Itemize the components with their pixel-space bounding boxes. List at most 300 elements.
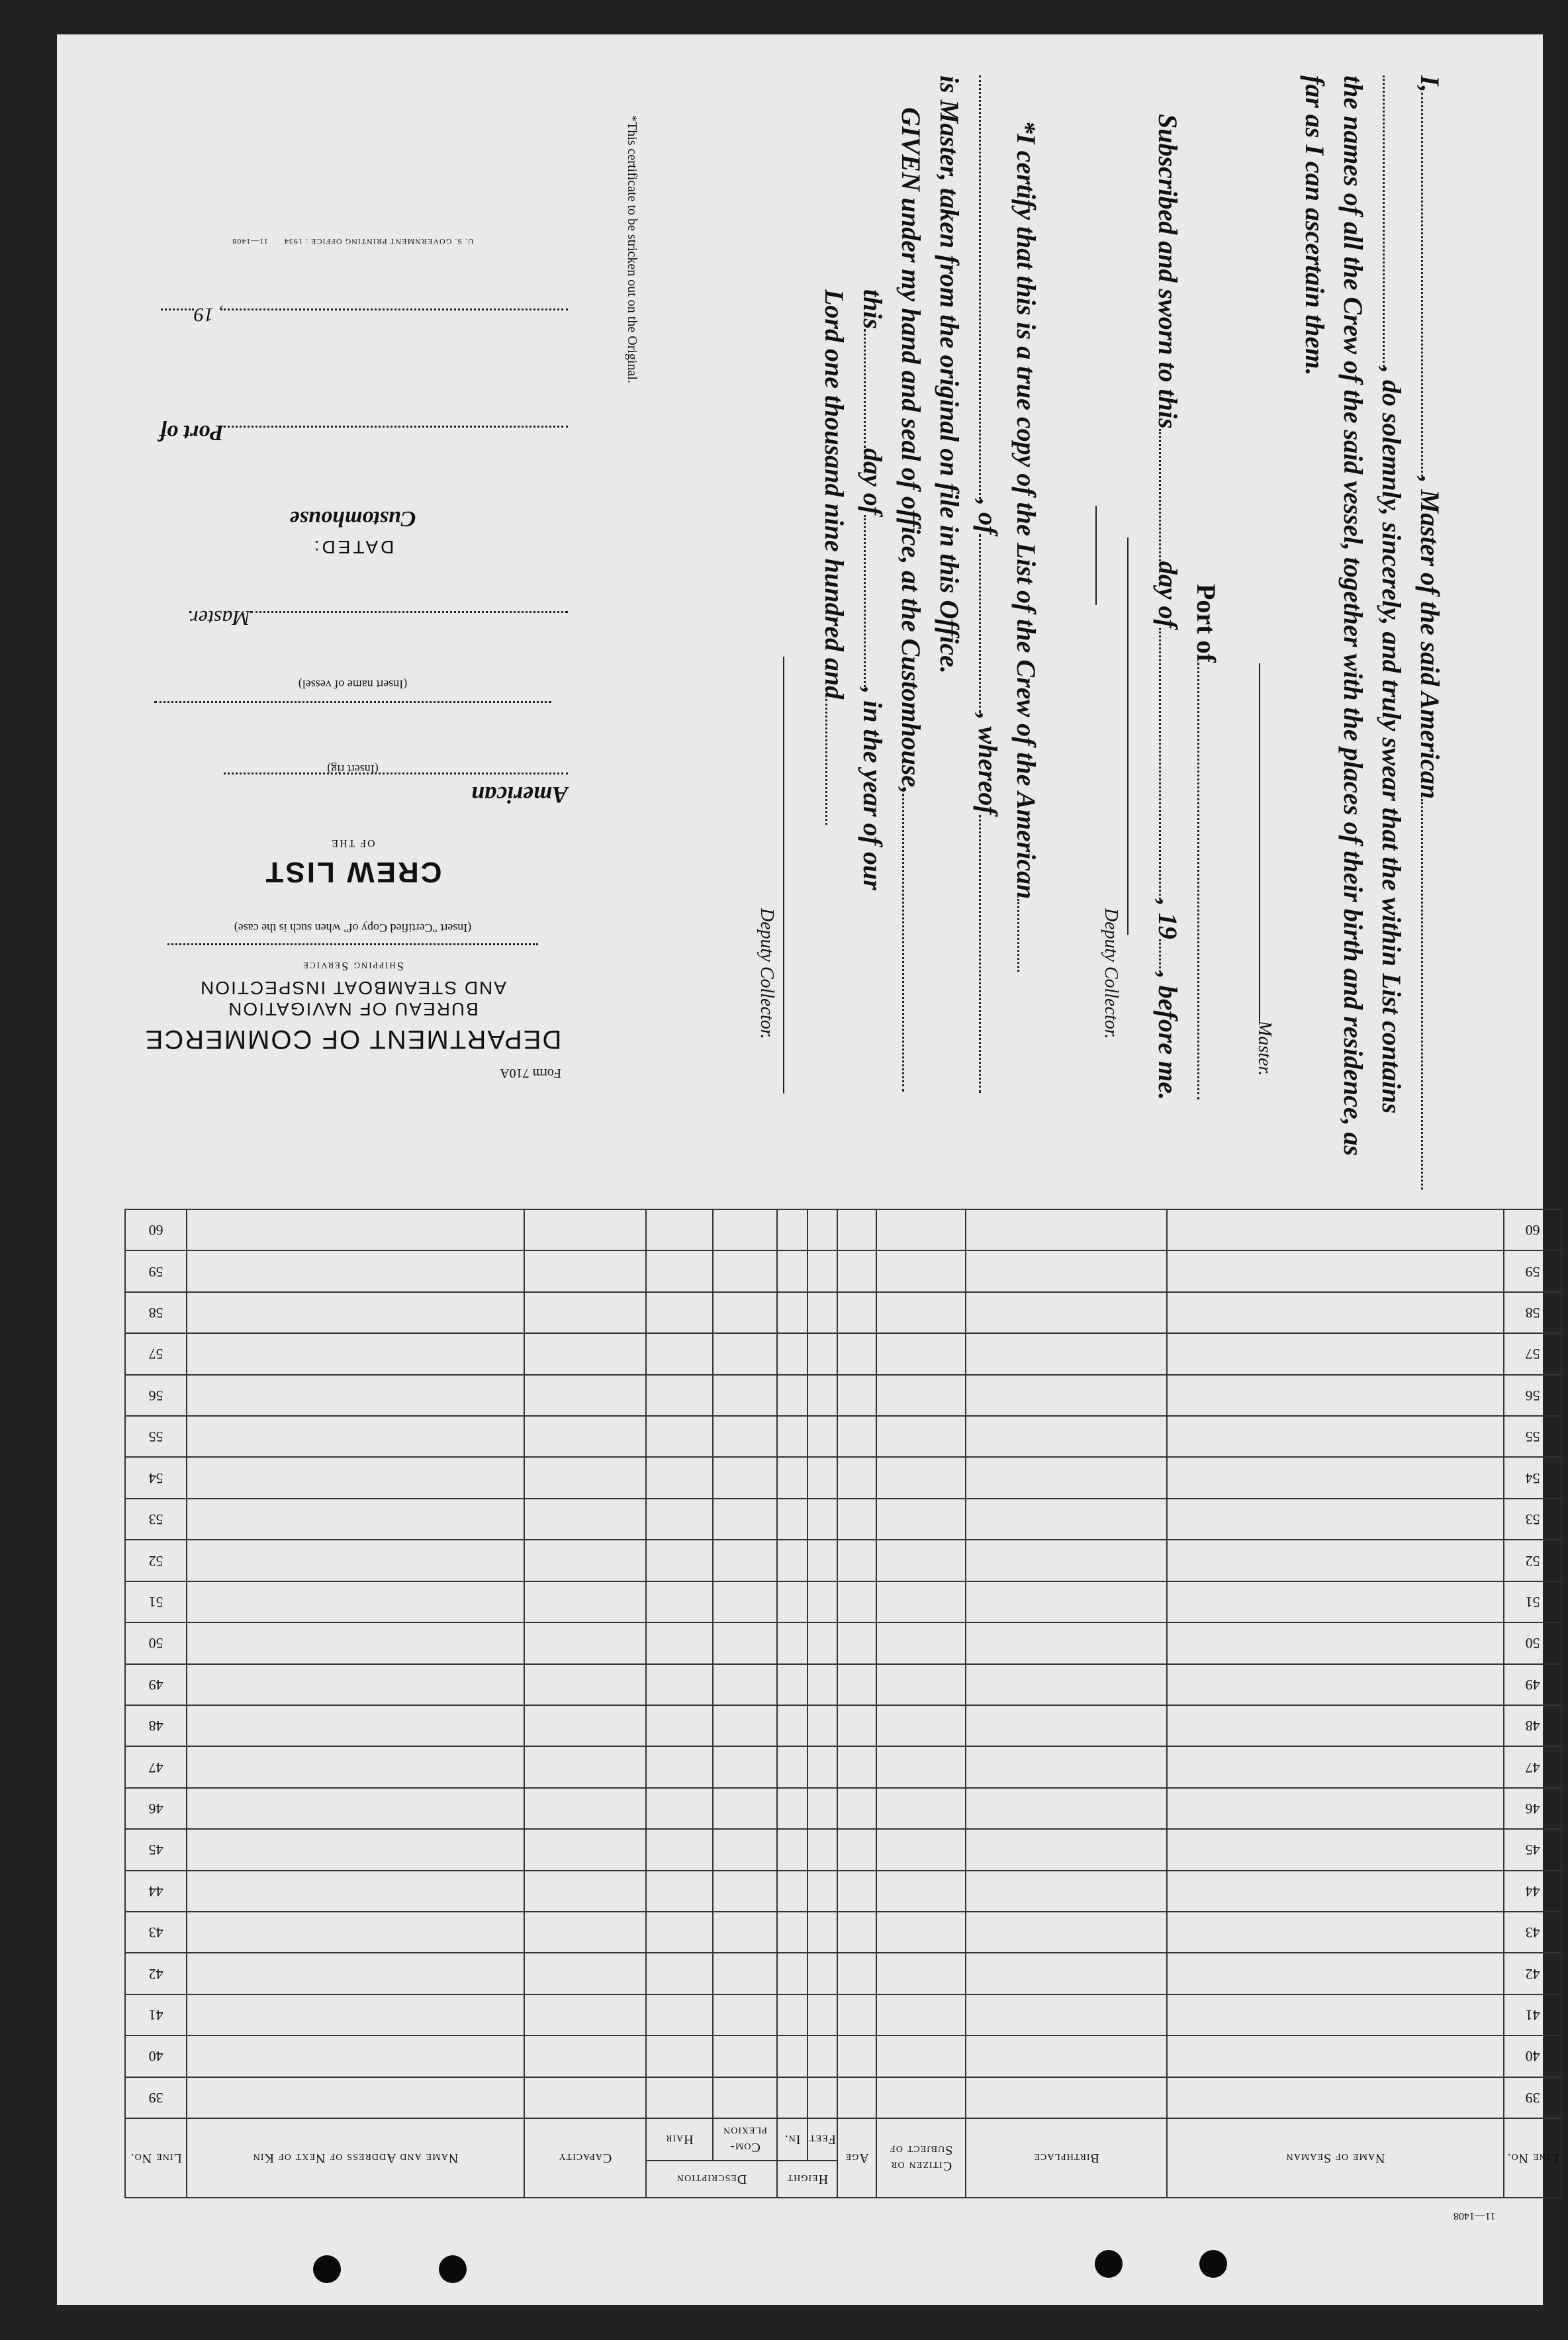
row-entry-cell[interactable]	[1167, 1622, 1504, 1663]
row-entry-cell[interactable]	[777, 1664, 807, 1705]
row-line-number-right: 51	[125, 1581, 187, 1622]
row-entry-cell[interactable]	[524, 1540, 646, 1581]
row-entry-cell[interactable]	[837, 1829, 876, 1870]
row-entry-cell[interactable]	[1167, 1333, 1504, 1374]
table-row	[125, 1664, 1561, 1705]
row-entry-cell[interactable]	[713, 2077, 778, 2118]
row-entry-cell[interactable]	[777, 1871, 807, 1912]
row-entry-cell[interactable]	[777, 1581, 807, 1622]
row-entry-cell[interactable]	[524, 1581, 646, 1622]
sworn-month-field[interactable]	[1159, 628, 1161, 900]
row-entry-cell[interactable]	[646, 1581, 713, 1622]
row-entry-cell[interactable]	[966, 1829, 1166, 1870]
row-entry-cell[interactable]	[713, 2036, 778, 2077]
punch-hole-4	[1199, 2250, 1227, 2278]
row-line-number-right: 60	[125, 1209, 187, 1250]
row-entry-cell[interactable]	[807, 1375, 838, 1416]
row-line-number-right: 47	[125, 1746, 187, 1787]
row-entry-cell[interactable]	[713, 1788, 778, 1829]
row-entry-cell[interactable]	[646, 1746, 713, 1787]
row-entry-cell[interactable]	[1167, 1250, 1504, 1291]
row-entry-cell[interactable]	[876, 1250, 966, 1291]
row-entry-cell[interactable]	[876, 1540, 966, 1581]
row-entry-cell[interactable]	[837, 1871, 876, 1912]
row-entry-cell[interactable]	[807, 1540, 838, 1581]
row-entry-cell[interactable]	[524, 1333, 646, 1374]
certified-port-field[interactable]	[979, 534, 981, 713]
row-entry-cell[interactable]	[876, 1458, 966, 1499]
row-entry-cell[interactable]	[807, 1458, 838, 1499]
header-hair: Hair	[646, 2118, 713, 2161]
row-entry-cell[interactable]	[837, 1540, 876, 1581]
row-entry-cell[interactable]	[807, 1499, 838, 1540]
row-entry-cell[interactable]	[646, 1416, 713, 1457]
header-age: Age	[837, 2118, 876, 2198]
given-year-field[interactable]	[825, 699, 827, 825]
row-entry-cell[interactable]	[966, 1622, 1166, 1663]
row-line-number: 41	[1504, 1994, 1561, 2036]
row-entry-cell[interactable]	[837, 1333, 876, 1374]
row-entry-cell[interactable]	[876, 1499, 966, 1540]
header-line-no: Line No.	[1504, 2118, 1561, 2198]
table-row	[125, 1416, 1561, 1457]
row-entry-cell[interactable]	[876, 1416, 966, 1457]
row-entry-cell[interactable]	[777, 1250, 807, 1291]
row-line-number: 56	[1504, 1375, 1561, 1416]
table-row	[125, 1705, 1561, 1746]
row-entry-cell[interactable]	[524, 1664, 646, 1705]
certified-copy-field[interactable]	[131, 940, 575, 952]
row-entry-cell[interactable]	[713, 1664, 778, 1705]
subscribed-line: Subscribed and sworn to thisday of, 19, before me.	[1153, 114, 1183, 1101]
row-line-number: 54	[1504, 1458, 1561, 1499]
row-entry-cell[interactable]	[777, 1540, 807, 1581]
row-entry-cell[interactable]	[876, 1912, 966, 1953]
row-entry-cell[interactable]	[1167, 1664, 1504, 1705]
row-entry-cell[interactable]	[807, 1209, 838, 1250]
row-line-number-right: 50	[125, 1622, 187, 1663]
row-entry-cell[interactable]	[966, 1871, 1166, 1912]
row-entry-cell[interactable]	[524, 1912, 646, 1953]
sworn-year-field[interactable]	[1159, 939, 1161, 972]
certified-master-field[interactable]	[979, 815, 981, 1093]
given-day-field[interactable]	[864, 329, 866, 448]
row-entry-cell[interactable]	[807, 1746, 838, 1787]
row-entry-cell[interactable]	[187, 1664, 524, 1705]
row-entry-cell[interactable]	[1167, 1994, 1504, 2036]
row-entry-cell[interactable]	[966, 1581, 1166, 1622]
row-line-number-right: 44	[125, 1871, 187, 1912]
row-entry-cell[interactable]	[1167, 1292, 1504, 1333]
row-entry-cell[interactable]	[1167, 1953, 1504, 1994]
row-entry-cell[interactable]	[777, 1375, 807, 1416]
row-entry-cell[interactable]	[876, 1746, 966, 1787]
date-cover-field[interactable]	[224, 308, 568, 310]
row-entry-cell[interactable]	[777, 1912, 807, 1953]
row-line-number: 52	[1504, 1540, 1561, 1581]
certified-vessel-name-field[interactable]	[979, 75, 981, 499]
row-entry-cell[interactable]	[646, 1209, 713, 1250]
row-entry-cell[interactable]	[713, 1871, 778, 1912]
row-entry-cell[interactable]	[1167, 1912, 1504, 1953]
row-entry-cell[interactable]	[524, 1209, 646, 1250]
row-entry-cell[interactable]	[966, 1788, 1166, 1829]
row-entry-cell[interactable]	[966, 1994, 1166, 2036]
master-name-field[interactable]	[1421, 93, 1423, 477]
row-entry-cell[interactable]	[807, 2036, 838, 2077]
row-entry-cell[interactable]	[713, 1375, 778, 1416]
row-entry-cell[interactable]	[1167, 1209, 1504, 1250]
master-signature-line[interactable]	[1259, 663, 1262, 1021]
row-line-number: 53	[1504, 1499, 1561, 1540]
crew-table-wrapper	[124, 1209, 1562, 2198]
row-entry-cell[interactable]	[837, 1375, 876, 1416]
vessel-name-field[interactable]	[1421, 799, 1423, 1190]
row-entry-cell[interactable]	[837, 1458, 876, 1499]
row-entry-cell[interactable]	[807, 1912, 838, 1953]
row-entry-cell[interactable]	[837, 2077, 876, 2118]
row-entry-cell[interactable]	[646, 1788, 713, 1829]
row-entry-cell[interactable]	[807, 1705, 838, 1746]
row-entry-cell[interactable]	[876, 1829, 966, 1870]
row-entry-cell[interactable]	[646, 1250, 713, 1291]
row-entry-cell[interactable]	[187, 1705, 524, 1746]
row-entry-cell[interactable]	[777, 1953, 807, 1994]
row-entry-cell[interactable]	[646, 1912, 713, 1953]
row-entry-cell[interactable]	[966, 2077, 1166, 2118]
row-entry-cell[interactable]	[876, 2036, 966, 2077]
row-entry-cell[interactable]	[777, 2036, 807, 2077]
row-entry-cell[interactable]	[1167, 2077, 1504, 2118]
header-height: Height	[777, 2161, 837, 2198]
row-entry-cell[interactable]	[777, 1788, 807, 1829]
row-entry-cell[interactable]	[837, 1953, 876, 1994]
deputy-collector-signature-2	[780, 657, 792, 1094]
row-entry-cell[interactable]	[713, 1746, 778, 1787]
row-entry-cell[interactable]	[646, 2036, 713, 2077]
row-line-number: 40	[1504, 2036, 1561, 2077]
row-entry-cell[interactable]	[646, 1622, 713, 1663]
row-entry-cell[interactable]	[777, 1994, 807, 2036]
row-entry-cell[interactable]	[1167, 1458, 1504, 1499]
row-entry-cell[interactable]	[646, 1705, 713, 1746]
row-entry-cell[interactable]	[187, 1292, 524, 1333]
row-entry-cell[interactable]	[1167, 1499, 1504, 1540]
row-entry-cell[interactable]	[524, 1746, 646, 1787]
row-entry-cell[interactable]	[187, 1994, 524, 2036]
row-entry-cell[interactable]	[524, 1705, 646, 1746]
row-entry-cell[interactable]	[807, 1953, 838, 1994]
row-entry-cell[interactable]	[966, 1664, 1166, 1705]
row-entry-cell[interactable]	[777, 1292, 807, 1333]
row-entry-cell[interactable]	[646, 1994, 713, 2036]
row-entry-cell[interactable]	[1167, 1746, 1504, 1787]
row-entry-cell[interactable]	[187, 1829, 524, 1870]
table-row	[125, 1333, 1561, 1374]
row-entry-cell[interactable]	[966, 1705, 1166, 1746]
row-entry-cell[interactable]	[777, 1622, 807, 1663]
row-entry-cell[interactable]	[837, 1788, 876, 1829]
row-entry-cell[interactable]	[876, 1622, 966, 1663]
row-entry-cell[interactable]	[876, 1788, 966, 1829]
row-entry-cell[interactable]	[807, 1416, 838, 1457]
row-line-number: 43	[1504, 1912, 1561, 1953]
row-entry-cell[interactable]	[837, 1499, 876, 1540]
row-entry-cell[interactable]	[876, 1333, 966, 1374]
row-entry-cell[interactable]	[966, 1912, 1166, 1953]
row-entry-cell[interactable]	[807, 1581, 838, 1622]
row-entry-cell[interactable]	[807, 2077, 838, 2118]
row-entry-cell[interactable]	[713, 1499, 778, 1540]
row-entry-cell[interactable]	[524, 1292, 646, 1333]
row-entry-cell[interactable]	[807, 1292, 838, 1333]
row-line-number: 57	[1504, 1333, 1561, 1374]
row-line-number: 44	[1504, 1871, 1561, 1912]
row-entry-cell[interactable]	[187, 1458, 524, 1499]
row-entry-cell[interactable]	[713, 1333, 778, 1374]
row-entry-cell[interactable]	[777, 1499, 807, 1540]
row-entry-cell[interactable]	[837, 1250, 876, 1291]
row-entry-cell[interactable]	[646, 1664, 713, 1705]
certificate-footnote: *This certificate to be stricken out on the Original.	[625, 115, 639, 383]
row-entry-cell[interactable]	[713, 1540, 778, 1581]
header-inches: In.	[777, 2118, 807, 2161]
row-entry-cell[interactable]	[807, 1250, 838, 1291]
oath-i-label: I,	[1415, 75, 1445, 93]
row-entry-cell[interactable]	[646, 1953, 713, 1994]
row-entry-cell[interactable]	[187, 1581, 524, 1622]
row-line-number-right: 40	[125, 2036, 187, 2077]
row-entry-cell[interactable]	[1167, 1829, 1504, 1870]
row-entry-cell[interactable]	[713, 1705, 778, 1746]
row-entry-cell[interactable]	[646, 1540, 713, 1581]
row-entry-cell[interactable]	[646, 1871, 713, 1912]
row-entry-cell[interactable]	[713, 1622, 778, 1663]
row-entry-cell[interactable]	[876, 1375, 966, 1416]
row-entry-cell[interactable]	[966, 1292, 1166, 1333]
row-entry-cell[interactable]	[777, 1416, 807, 1457]
row-entry-cell[interactable]	[1167, 1375, 1504, 1416]
row-entry-cell[interactable]	[876, 1953, 966, 1994]
row-entry-cell[interactable]	[713, 1994, 778, 2036]
row-entry-cell[interactable]	[807, 1622, 838, 1663]
row-line-number-right: 58	[125, 1292, 187, 1333]
row-entry-cell[interactable]	[807, 1788, 838, 1829]
row-entry-cell[interactable]	[807, 1664, 838, 1705]
row-entry-cell[interactable]	[1167, 1705, 1504, 1746]
row-entry-cell[interactable]	[966, 1540, 1166, 1581]
row-entry-cell[interactable]	[646, 1499, 713, 1540]
port-cover-field[interactable]	[224, 426, 568, 428]
row-entry-cell[interactable]	[524, 1953, 646, 1994]
row-line-number: 46	[1504, 1788, 1561, 1829]
row-entry-cell[interactable]	[524, 1994, 646, 2036]
row-entry-cell[interactable]	[187, 1209, 524, 1250]
row-entry-cell[interactable]	[876, 1209, 966, 1250]
row-entry-cell[interactable]	[837, 2036, 876, 2077]
row-entry-cell[interactable]	[1167, 2036, 1504, 2077]
row-entry-cell[interactable]	[1167, 1871, 1504, 1912]
row-entry-cell[interactable]	[876, 1871, 966, 1912]
row-entry-cell[interactable]	[966, 1250, 1166, 1291]
row-entry-cell[interactable]	[187, 1953, 524, 1994]
row-entry-cell[interactable]	[777, 1829, 807, 1870]
row-entry-cell[interactable]	[187, 1416, 524, 1457]
row-entry-cell[interactable]	[187, 1871, 524, 1912]
row-line-number-right: 42	[125, 1953, 187, 1994]
row-entry-cell[interactable]	[524, 1622, 646, 1663]
seal-dash	[1092, 506, 1104, 605]
is-master-line: is Master, taken from the original on file in this Office.	[935, 75, 964, 674]
row-entry-cell[interactable]	[966, 1209, 1166, 1250]
row-entry-cell[interactable]	[713, 1250, 778, 1291]
row-entry-cell[interactable]	[777, 1705, 807, 1746]
row-entry-cell[interactable]	[646, 1375, 713, 1416]
row-entry-cell[interactable]	[524, 2036, 646, 2077]
row-entry-cell[interactable]	[837, 1994, 876, 2036]
insert-rig-note: (Insert rig)	[327, 763, 379, 776]
row-entry-cell[interactable]	[187, 1250, 524, 1291]
row-entry-cell[interactable]	[807, 1333, 838, 1374]
row-entry-cell[interactable]	[646, 1829, 713, 1870]
row-entry-cell[interactable]	[713, 1292, 778, 1333]
row-entry-cell[interactable]	[966, 1458, 1166, 1499]
row-entry-cell[interactable]	[876, 1664, 966, 1705]
row-entry-cell[interactable]	[187, 2077, 524, 2118]
row-entry-cell[interactable]	[713, 1209, 778, 1250]
row-entry-cell[interactable]	[966, 1333, 1166, 1374]
header-capacity: Capacity	[524, 2118, 646, 2198]
row-entry-cell[interactable]	[837, 1705, 876, 1746]
row-entry-cell[interactable]	[837, 1209, 876, 1250]
row-entry-cell[interactable]	[966, 1953, 1166, 1994]
row-entry-cell[interactable]	[777, 2077, 807, 2118]
row-entry-cell[interactable]	[1167, 1416, 1504, 1457]
row-entry-cell[interactable]	[646, 2077, 713, 2118]
row-entry-cell[interactable]	[876, 2077, 966, 2118]
row-entry-cell[interactable]	[777, 1458, 807, 1499]
row-entry-cell[interactable]	[713, 1416, 778, 1457]
row-entry-cell[interactable]	[966, 1499, 1166, 1540]
deputy-collector-line-2[interactable]	[783, 657, 784, 1094]
deputy-collector-line-1[interactable]	[1127, 538, 1129, 935]
certified-vessel-field[interactable]	[1017, 899, 1019, 972]
row-entry-cell[interactable]	[837, 1622, 876, 1663]
row-entry-cell[interactable]	[713, 1458, 778, 1499]
table-row	[125, 2036, 1561, 2077]
row-entry-cell[interactable]	[837, 1912, 876, 1953]
table-row	[125, 1788, 1561, 1829]
row-entry-cell[interactable]	[524, 1375, 646, 1416]
table-row	[125, 1829, 1561, 1870]
table-row	[125, 1499, 1561, 1540]
row-entry-cell[interactable]	[876, 1581, 966, 1622]
row-line-number-right: 54	[125, 1458, 187, 1499]
row-entry-cell[interactable]	[966, 1375, 1166, 1416]
header-birthplace: Birthplace	[966, 2118, 1166, 2198]
table-row	[125, 2077, 1561, 2118]
row-entry-cell[interactable]	[966, 1416, 1166, 1457]
row-entry-cell[interactable]	[713, 1581, 778, 1622]
row-entry-cell[interactable]	[876, 1292, 966, 1333]
row-entry-cell[interactable]	[646, 1458, 713, 1499]
row-entry-cell[interactable]	[837, 1581, 876, 1622]
row-entry-cell[interactable]	[187, 1912, 524, 1953]
row-entry-cell[interactable]	[777, 1333, 807, 1374]
row-entry-cell[interactable]	[646, 1333, 713, 1374]
sworn-day-field[interactable]	[1159, 429, 1161, 561]
header-complexion: Com-plexion	[713, 2118, 778, 2161]
row-entry-cell[interactable]	[187, 1788, 524, 1829]
row-entry-cell[interactable]	[187, 1499, 524, 1540]
department-title: DEPARTMENT OF COMMERCE	[144, 1025, 562, 1054]
row-entry-cell[interactable]	[1167, 1540, 1504, 1581]
row-entry-cell[interactable]	[807, 1829, 838, 1870]
deputy-collector-label-1: Deputy Collector.	[1101, 908, 1121, 1039]
row-entry-cell[interactable]	[713, 1953, 778, 1994]
row-entry-cell[interactable]	[713, 1829, 778, 1870]
row-entry-cell[interactable]	[524, 1499, 646, 1540]
given-month-field[interactable]	[864, 515, 866, 687]
vessel-name-cover-field[interactable]	[131, 698, 575, 710]
row-entry-cell[interactable]	[876, 1994, 966, 2036]
deputy-collector-label-2: Deputy Collector.	[757, 908, 777, 1039]
shipping-service: Shipping Service	[302, 960, 404, 973]
row-entry-cell[interactable]	[524, 1829, 646, 1870]
customhouse-field[interactable]	[902, 794, 904, 1092]
row-entry-cell[interactable]	[187, 1375, 524, 1416]
row-entry-cell[interactable]	[524, 1416, 646, 1457]
table-row	[125, 1953, 1561, 1994]
row-entry-cell[interactable]	[837, 1664, 876, 1705]
row-entry-cell[interactable]	[524, 1871, 646, 1912]
row-entry-cell[interactable]	[187, 1540, 524, 1581]
row-entry-cell[interactable]	[1167, 1788, 1504, 1829]
row-entry-cell[interactable]	[1167, 1581, 1504, 1622]
row-entry-cell[interactable]	[713, 1912, 778, 1953]
row-entry-cell[interactable]	[524, 1458, 646, 1499]
master-cover-field[interactable]	[250, 611, 568, 613]
row-entry-cell[interactable]	[876, 1705, 966, 1746]
deputy-collector-signature-1	[1124, 538, 1136, 935]
row-entry-cell[interactable]	[837, 1746, 876, 1787]
row-entry-cell[interactable]	[187, 1622, 524, 1663]
row-entry-cell[interactable]	[777, 1746, 807, 1787]
row-entry-cell[interactable]	[646, 1292, 713, 1333]
port-field[interactable]	[1197, 663, 1199, 1100]
row-entry-cell[interactable]	[966, 1746, 1166, 1787]
row-entry-cell[interactable]	[837, 1416, 876, 1457]
row-entry-cell[interactable]	[524, 1788, 646, 1829]
year-cover-field[interactable]	[161, 308, 194, 310]
table-row	[125, 1871, 1561, 1912]
insert-name-note: (Insert name of vessel)	[298, 678, 408, 691]
row-line-number-right: 48	[125, 1705, 187, 1746]
header-next-of-kin: Name and Address of Next of Kin	[187, 2118, 524, 2198]
row-entry-cell[interactable]	[966, 2036, 1166, 2077]
row-entry-cell[interactable]	[807, 1994, 838, 2036]
row-entry-cell[interactable]	[187, 1333, 524, 1374]
row-entry-cell[interactable]	[777, 1209, 807, 1250]
row-entry-cell[interactable]	[807, 1871, 838, 1912]
row-entry-cell[interactable]	[524, 2077, 646, 2118]
row-entry-cell[interactable]	[187, 2036, 524, 2077]
row-entry-cell[interactable]	[837, 1292, 876, 1333]
row-entry-cell[interactable]	[187, 1746, 524, 1787]
oath-line-1	[1414, 75, 1446, 1190]
row-entry-cell[interactable]	[524, 1250, 646, 1291]
master-name-field-2[interactable]	[1383, 75, 1385, 367]
